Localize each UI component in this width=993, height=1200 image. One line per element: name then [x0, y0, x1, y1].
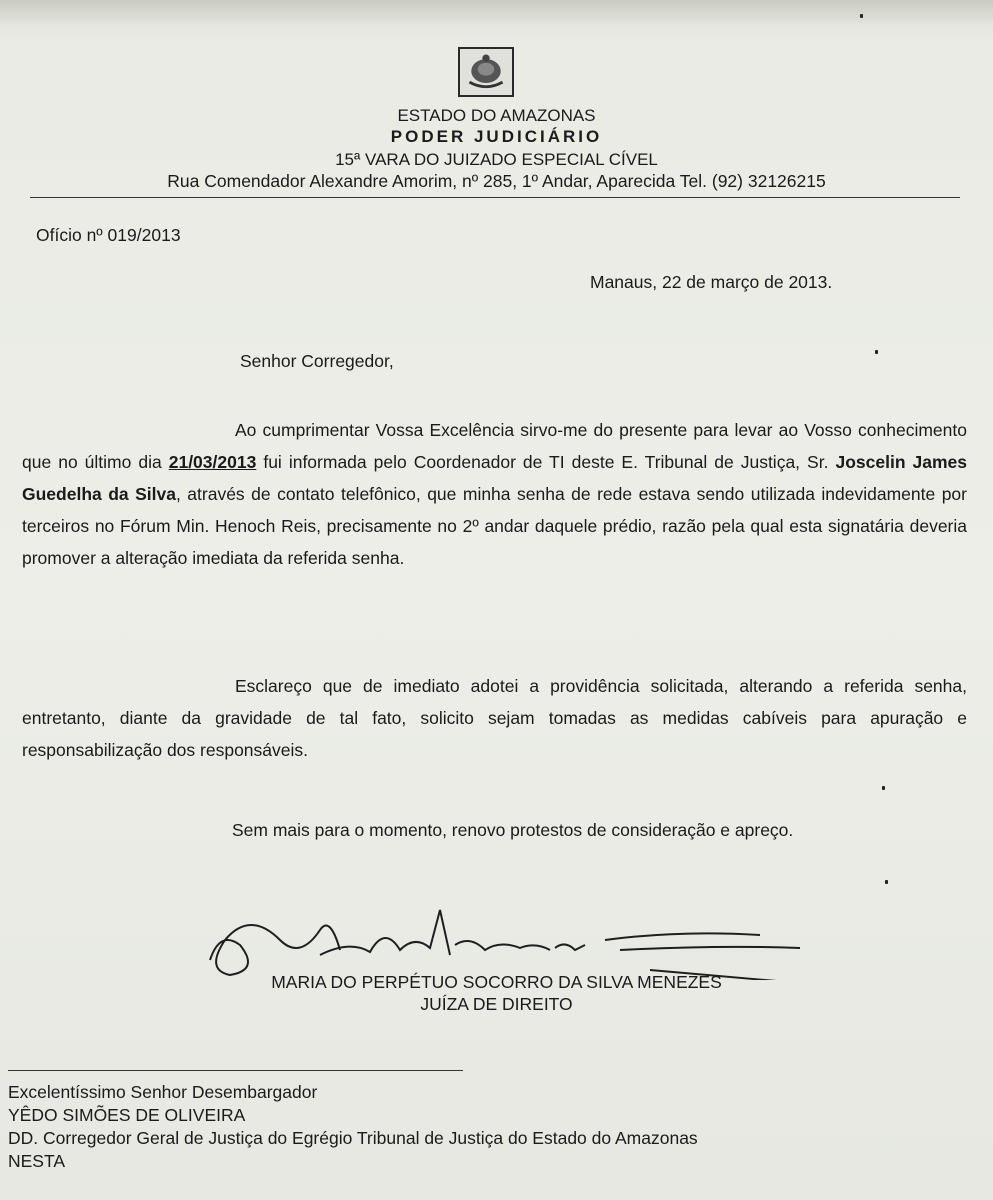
addressee-title: Excelentíssimo Senhor Desembargador: [8, 1082, 318, 1102]
incident-date: 21/03/2013: [168, 452, 257, 472]
addressee-office: DD. Corregedor Geral de Justiça do Egrégio Tribunal de Justiça do Estado do Amazonas: [8, 1128, 698, 1148]
place-date: Manaus, 22 de março de 2013.: [590, 272, 833, 292]
salutation: Senhor Corregedor,: [240, 351, 394, 371]
footer-divider: [8, 1070, 463, 1071]
body-paragraph-2: Esclareço que de imediato adotei a providência solicitada, alterando a referida senha, entretanto, diante da gravidade de tal fato, solicito sejam tomadas as medidas cabíveis para apuração e responsabilização dos responsáveis.: [22, 676, 967, 760]
document-number: Ofício nº 019/2013: [36, 225, 181, 245]
paper-speck: [885, 880, 888, 884]
addressee-location: NESTA: [8, 1151, 66, 1171]
top-shadow-strip: [0, 0, 993, 22]
paper-speck: [875, 350, 878, 354]
it-coordinator-name: Joscelin James Guedelha da Silva: [22, 452, 968, 504]
state-coat-of-arms-icon: [458, 47, 514, 97]
header-divider: [30, 197, 960, 198]
addressee-name: YÊDO SIMÕES DE OLIVEIRA: [8, 1105, 246, 1125]
addressee-block: [8, 1081, 698, 1173]
signer-role: JUÍZA DE DIREITO: [420, 994, 573, 1014]
header-court: 15ª VARA DO JUIZADO ESPECIAL CÍVEL: [335, 150, 658, 169]
handwritten-signature: [200, 900, 880, 980]
signer-name: MARIA DO PERPÉTUO SOCORRO DA SILVA MENEZES: [271, 972, 722, 992]
header-address: Rua Comendador Alexandre Amorim, nº 285, 1º Andar, Aparecida Tel. (92) 32126215: [167, 171, 826, 191]
body-paragraph-3: Sem mais para o momento, renovo protestos de consideração e apreço.: [232, 820, 794, 840]
header-state: ESTADO DO AMAZONAS: [397, 106, 596, 125]
body-paragraph-1: Ao cumprimentar Vossa Excelência sirvo-me do presente para levar ao Vosso conhecimento que no último dia 21/03/2013 fui informada pelo Coordenador de TI deste E. Tribunal de Justiça, Sr. Joscelin James Guedelha da Silva, através de contato telefônico, que minha senha de rede estava sendo utilizada indevidamente por terceiros no Fórum Min. Henoch Reis, precisamente no 2º andar daquele prédio, razão pela qual esta signatária deveria promover a alteração imediata da referida senha.: [22, 420, 968, 568]
paper-speck: [860, 14, 863, 18]
paper-speck: [882, 786, 885, 790]
header-branch: PODER JUDICIÁRIO: [390, 127, 603, 146]
